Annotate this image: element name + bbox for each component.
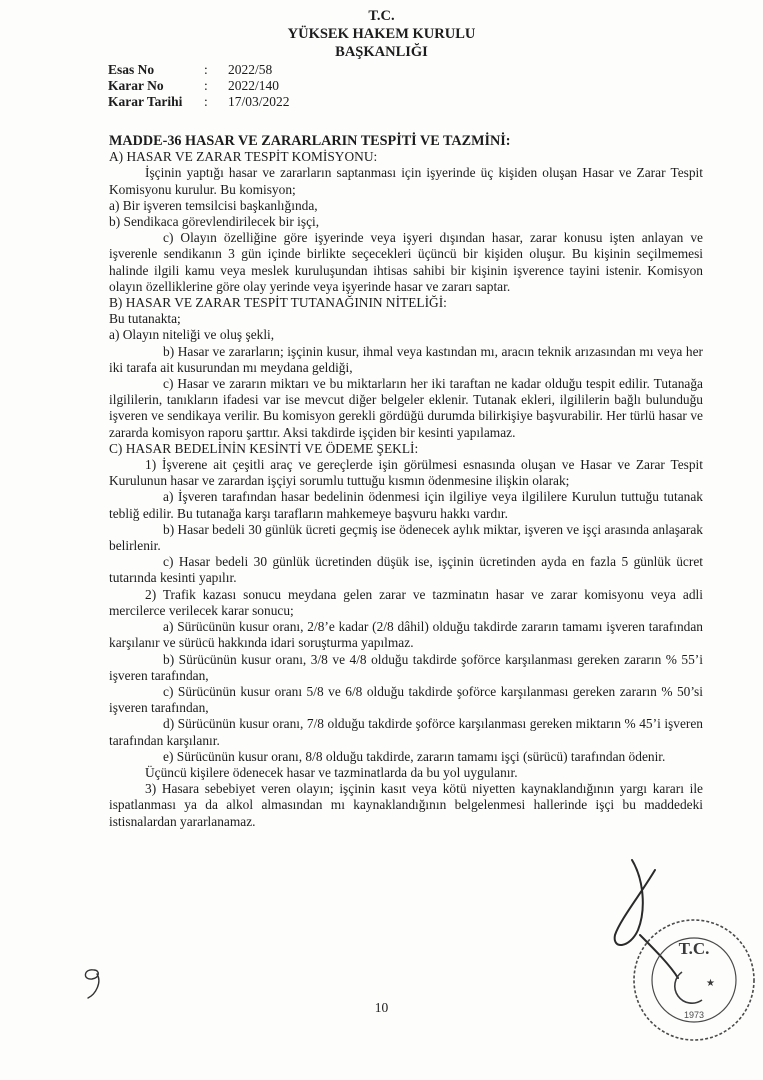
article-title: MADDE-36 HASAR VE ZARARLARIN TESPİTİ VE TAZMİNİ: [109, 133, 511, 149]
section-c-paragraph-1b: b) Hasar bedeli 30 günlük ücreti geçmiş ise ödenecek aylık miktar, işveren ve işçi arasında anlaşarak belirlenir. [109, 521, 703, 554]
svg-text:★: ★ [706, 978, 715, 989]
case-no-colon: : [204, 62, 208, 77]
header-tc: T.C. [368, 8, 395, 24]
section-a-heading: A) HASAR VE ZARAR TESPİT KOMİSYONU: [109, 149, 378, 165]
case-info [108, 62, 290, 110]
decision-no-label: Karar No [108, 78, 164, 93]
section-c-paragraph-2d: d) Sürücünün kusur oranı, 7/8 olduğu takdirde şoförce karşılanması gereken miktarın % 45’i işveren tarafından karşılanır. [109, 716, 703, 748]
section-c-heading: C) HASAR BEDELİNİN KESİNTİ VE ÖDEME ŞEKLİ: [109, 440, 419, 456]
official-seal-stamp [622, 904, 760, 1054]
section-c-paragraph-2a: a) Sürücünün kusur oranı, 2/8’e kadar (2/8 dâhil) olduğu takdirde zararın tamamı işveren tarafından karşılanır ve sürücü hakkında idari soruşturma yapılmaz. [109, 619, 703, 651]
header-presidency: BAŞKANLIĞI [335, 44, 428, 60]
decision-date-colon: : [204, 94, 208, 109]
page-number: 10 [374, 1000, 389, 1015]
decision-date-label: Karar Tarihi [108, 94, 183, 109]
section-b-heading: B) HASAR VE ZARAR TESPİT TUTANAĞININ NİTELİĞİ: [109, 295, 447, 311]
case-no-label: Esas No [108, 62, 155, 77]
section-b-item-a: a) Olayın niteliği ve oluş şekli, [109, 327, 275, 343]
seal-center-text: T.C. [678, 939, 710, 958]
section-b-intro: Bu tutanakta; [109, 311, 181, 327]
section-c-paragraph-1c: c) Hasar bedeli 30 günlük ücretinden düşük ise, işçinin ücretinden ayda en fazla 5 günlük ücret tutarında kesinti yapılır. [109, 554, 703, 586]
section-c-paragraph-1: 1) İşverene ait çeşitli araç ve gereçlerde işin görülmesi esnasında oluşan ve Hasar ve Zarar Tespit Kurulunun hasar ve zarardan işçiyi sorumlu tuttuğu kısmın ödenmesine ilişkin olarak; [109, 457, 703, 489]
section-c-paragraph-2: 2) Trafik kazası sonucu meydana gelen zarar ve tazminatın hasar ve zarar komisyonu veya adli mercilerce verilecek karar sonucu; [109, 586, 703, 618]
decision-no-row [108, 78, 290, 94]
case-no-row [108, 62, 290, 78]
section-a-item-c: c) Olayın özelliğine göre işyerinde veya işyeri dışından hasar, zarar konusu işten anlayan ve işverenle sendikanın 3 gün içinde birlikte seçecekleri üçüncü bir kişiden oluşur. Bu kişinin seçilmemesi halinde ilgili kamu veya meslek kuruluşundan ihtisas sahibi bir kişinin işverence tayini istenir. Komisyon olayın özelliklerine göre olay yerinde veya işyerinde hasar ve zararı saptar. [109, 230, 703, 294]
section-a-intro: İşçinin yaptığı hasar ve zararların saptanması için işyerinde üç kişiden oluşan Hasar ve Zarar Tespit Komisyonu kurulur. Bu komisyon; [109, 165, 703, 197]
section-a-item-b: b) Sendikaca görevlendirilecek bir işçi, [109, 214, 320, 230]
section-c-paragraph-1a: a) İşveren tarafından hasar bedelinin ödenmesi için ilgiliye veya ilgililere Kurulun tuttuğu tutanak tebliğ edilir. Bu tutanağa karşı tarafların mahkemeye başvuru hakkı vardır. [109, 489, 703, 521]
section-c-third-party-note: Üçüncü kişilere ödenecek hasar ve tazminatlarda da bu yol uygulanır. [145, 764, 518, 780]
section-c-paragraph-2e: e) Sürücünün kusur oranı, 8/8 olduğu takdirde, zararın tamamı işçi (sürücü) tarafından ödenir. [163, 748, 666, 764]
section-b-item-b: b) Hasar ve zararların; işçinin kusur, ihmal veya kastından mı, aracın teknik arızasından mı veya her iki tarafa ait kusurundan mı meydana geldiği, [109, 343, 703, 375]
decision-no-colon: : [204, 78, 208, 93]
section-a-item-a: a) Bir işveren temsilcisi başkanlığında, [109, 197, 318, 213]
decision-date-row [108, 94, 290, 110]
seal-year: 1973 [683, 1010, 705, 1020]
section-c-paragraph-3: 3) Hasara sebebiyet veren olayın; işçinin kasıt veya kötü niyetten kaynaklandığının yargı kararı ile ispatlanması ya da alkol almasından mı kaynaklandığının belgelenmesi hallerinde işçi bu maddedeki istisnalardan yararlanamaz. [109, 781, 703, 829]
decision-no-value: 2022/140 [228, 78, 280, 93]
article-body [109, 133, 703, 830]
header-institution: YÜKSEK HAKEM KURULU [287, 26, 476, 42]
handwritten-initial-mark [80, 962, 110, 1002]
section-c-paragraph-2c: c) Sürücünün kusur oranı 5/8 ve 6/8 olduğu takdirde şoförce karşılanması gereken zararın % 50’si işveren tarafından, [109, 683, 703, 716]
section-b-item-c: c) Hasar ve zararın miktarı ve bu miktarların her iki taraftan ne kadar olduğu tespit edilir. Tutanağa ilgililerin, tanıkların ifadesi var ise mevcut diğer belgeler eklenir. Tutanak ekleri, ilgililerin bağlı bulunduğu işveren ve sendikaya verilir. Bu komisyon gerekli gördüğü durumda bilirkişiye başvurabilir. Her türlü hasar ve zararda komisyon raporu şarttır. Aksi takdirde işçiden bir kesinti yapılamaz. [109, 376, 703, 440]
decision-date-value: 17/03/2022 [228, 94, 290, 109]
section-c-paragraph-2b: b) Sürücünün kusur oranı, 3/8 ve 4/8 olduğu takdirde şoförce karşılanması gereken zararın % 55’i işveren tarafından, [109, 651, 703, 683]
case-no-value: 2022/58 [228, 62, 273, 77]
